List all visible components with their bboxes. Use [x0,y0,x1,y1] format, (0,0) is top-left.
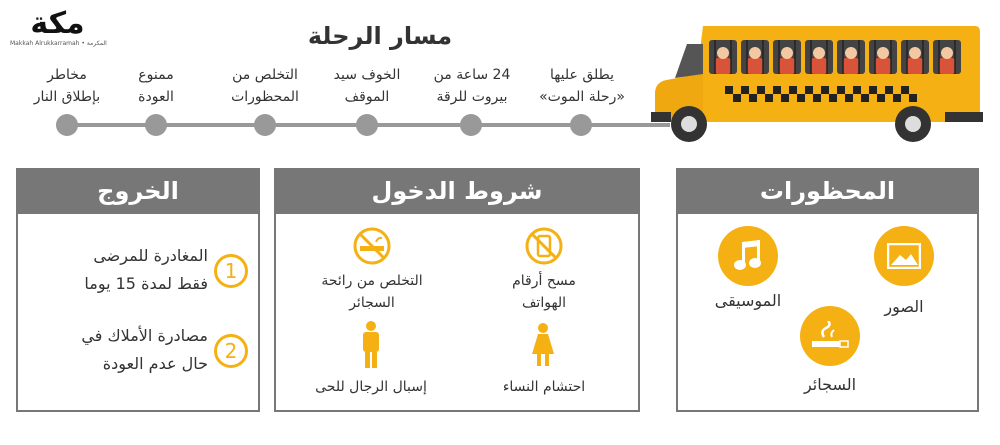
no-phone-icon [524,226,564,266]
bus-icon [645,24,985,144]
banned-label: الموسيقى [714,291,782,310]
exit-panel-title: الخروج [18,170,258,214]
timeline-stop [145,114,167,136]
image-icon [874,226,934,286]
entry-label: احتشام النساء [502,379,586,395]
man-icon [356,320,386,370]
entry-label: إسبال الرجال للحى [315,379,427,395]
number-badge: 2 [214,334,248,368]
stop-label: مخاطر بإطلاق النار [33,67,101,105]
logo [10,8,105,56]
timeline-stop [356,114,378,136]
cigarette-icon [800,306,860,366]
exit-condition-text: المغادرة للمرضى فقط لمدة 15 يوما [84,246,208,293]
banned-label: السجائر [803,375,857,394]
woman-icon [528,322,558,368]
logo-wordmark: مكة [30,6,85,41]
banned-label: الصور [884,297,924,316]
timeline-stop [570,114,592,136]
timeline-stop [56,114,78,136]
no-smoking-icon [352,226,392,266]
stop-label: ممنوع العودة [138,67,174,105]
exit-condition-text: مصادرة الأملاك في حال عدم العودة [81,326,208,373]
entry-label: التخلص من رائحة السجائر [321,273,423,311]
stop-label: 24 ساعة من بيروت للرقة [433,67,511,105]
route-title: مسار الرحلة [307,22,453,50]
banned-panel [676,168,979,412]
entry-label: مسح أرقام الهواتف [512,273,576,311]
music-note-icon [718,226,778,286]
timeline-stop [460,114,482,136]
exit-panel [16,168,260,412]
timeline-stop [254,114,276,136]
stop-label: الخوف سيد الموقف [333,67,401,105]
entry-panel [274,168,640,412]
entry-panel-title: شروط الدخول [276,170,638,214]
number-badge: 1 [214,254,248,288]
stop-label: يطلق عليها «رحلة الموت» [539,67,625,105]
stop-label: التخلص من المحظورات [231,67,299,105]
logo-subtitle: Makkah Alrukkarramah • المكرمة [10,40,107,47]
banned-panel-title: المحظورات [678,170,977,214]
